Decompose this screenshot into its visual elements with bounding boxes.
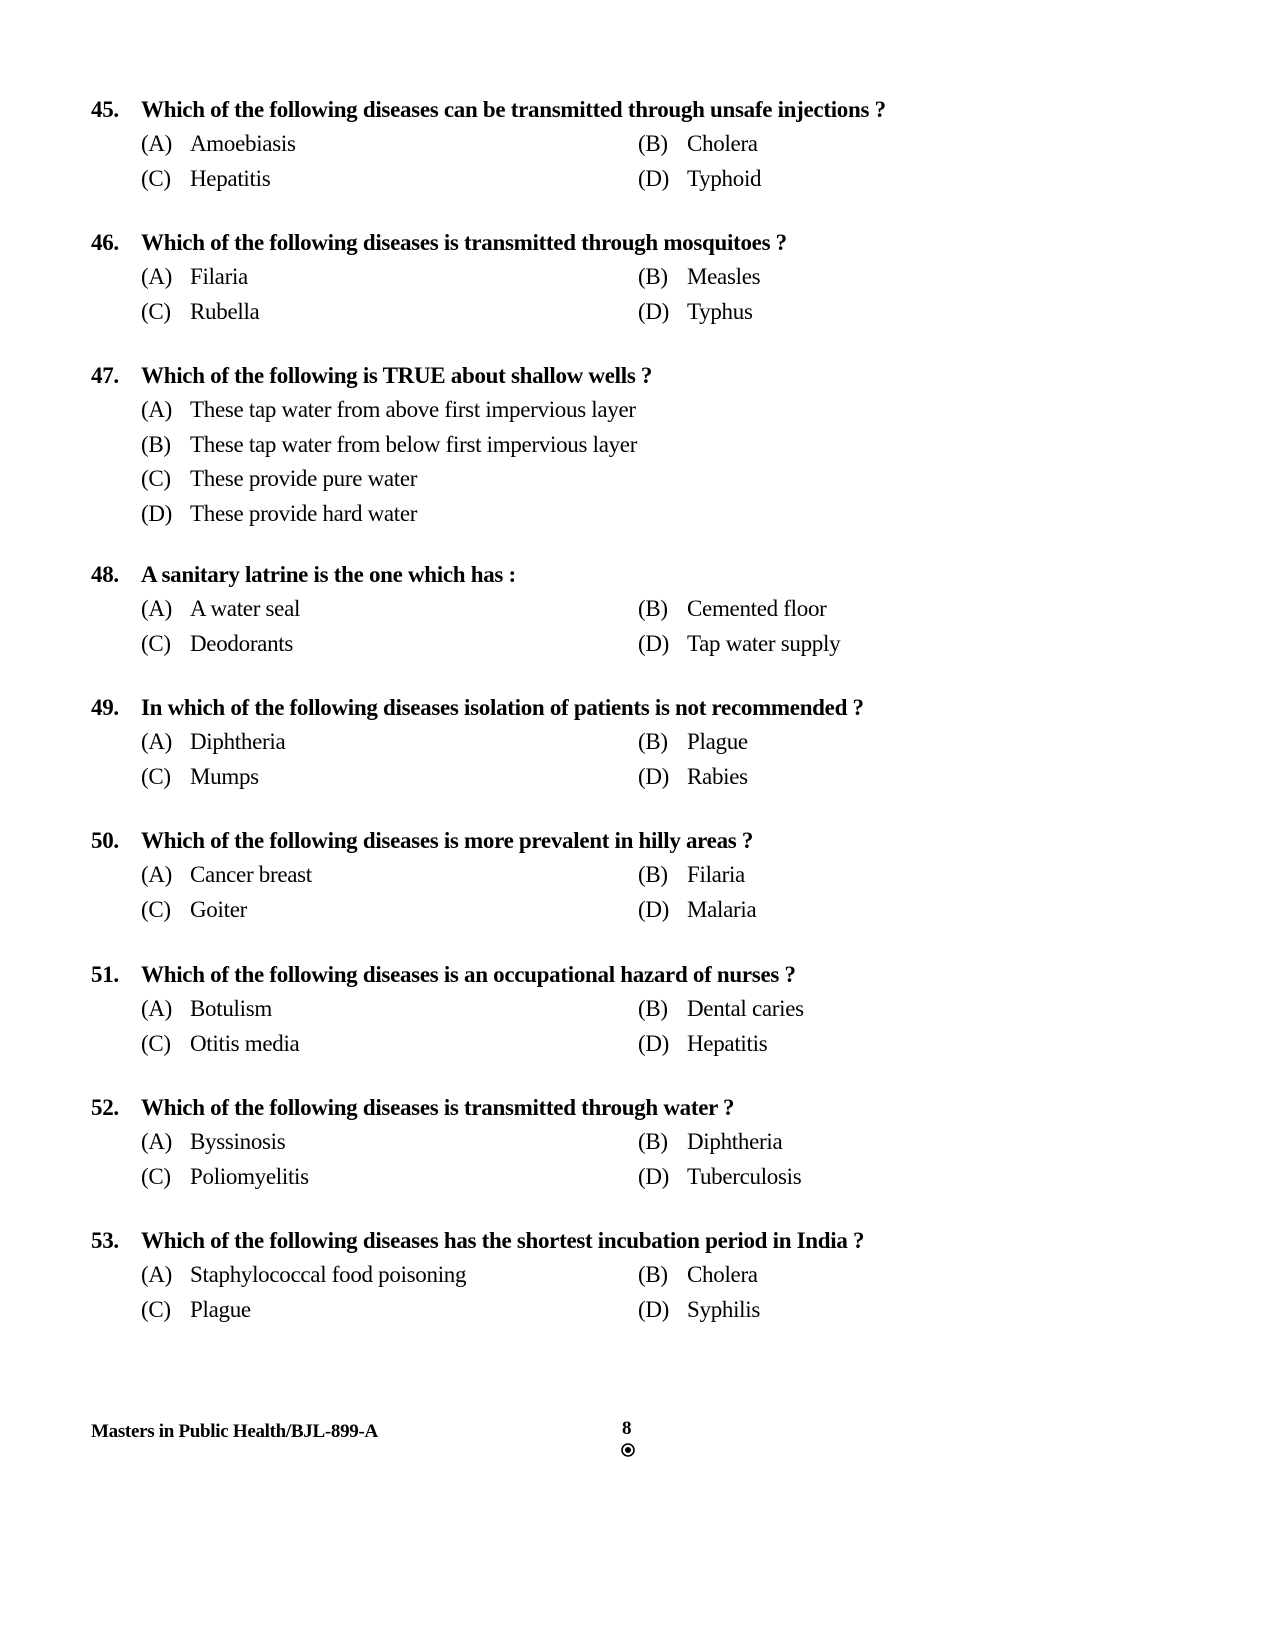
option-d	[638, 760, 1138, 795]
option-letter: (B)	[638, 996, 668, 1021]
option-letter: (B)	[638, 596, 668, 621]
option-letter: (B)	[638, 729, 668, 754]
question-52	[91, 1091, 1211, 1194]
option-text: Diphtheria	[687, 1129, 783, 1154]
question-text: Which of the following diseases is transmitted through water ?	[141, 1095, 735, 1120]
question-number: 46.	[91, 230, 119, 255]
question-50	[91, 824, 1211, 927]
question-text: In which of the following diseases isolation of patients is not recommended ?	[141, 695, 864, 720]
option-text: Goiter	[190, 896, 247, 922]
option-letter: (D)	[141, 500, 173, 526]
option-c	[141, 462, 1138, 497]
question-number: 50.	[91, 828, 119, 853]
option-letter: (C)	[141, 630, 171, 656]
option-c	[141, 1160, 638, 1195]
option-b	[141, 428, 1138, 463]
option-text: Plague	[687, 729, 748, 754]
option-text: Dental caries	[687, 996, 804, 1021]
question-stem	[91, 226, 1211, 260]
option-text: Hepatitis	[190, 165, 271, 191]
options	[141, 1258, 1211, 1327]
option-letter: (B)	[638, 862, 668, 887]
option-text: Mumps	[190, 763, 259, 789]
option-text: Filaria	[190, 264, 248, 289]
option-letter: (B)	[141, 431, 171, 457]
option-text: Botulism	[190, 996, 272, 1021]
option-b	[638, 1125, 1138, 1160]
options	[141, 725, 1211, 794]
question-45	[91, 93, 1211, 196]
option-letter: (C)	[141, 165, 171, 191]
option-c	[141, 627, 638, 662]
option-text: Staphylococcal food poisoning	[190, 1262, 467, 1287]
option-a	[141, 1258, 638, 1293]
question-text: Which of the following diseases is an occupational hazard of nurses ?	[141, 962, 796, 987]
option-text: Typhoid	[687, 165, 762, 191]
options	[141, 1125, 1211, 1194]
question-51	[91, 958, 1211, 1061]
option-b	[638, 1258, 1138, 1293]
option-letter: (B)	[638, 264, 668, 289]
option-letter: (D)	[638, 763, 670, 789]
option-text: Otitis media	[190, 1030, 300, 1056]
question-53	[91, 1224, 1211, 1327]
option-c	[141, 760, 638, 795]
option-text: These tap water from above first impervious layer	[190, 397, 636, 422]
options	[141, 127, 1211, 196]
options	[141, 592, 1211, 661]
option-text: Filaria	[687, 862, 745, 887]
question-stem	[91, 824, 1211, 858]
question-text: Which of the following diseases has the shortest incubation period in India ?	[141, 1228, 865, 1253]
option-c	[141, 1027, 638, 1062]
option-text: Deodorants	[190, 630, 294, 656]
option-text: Byssinosis	[190, 1129, 286, 1154]
option-a	[141, 858, 638, 893]
option-letter: (D)	[638, 1163, 670, 1189]
option-letter: (A)	[141, 996, 173, 1021]
option-a	[141, 260, 638, 295]
option-text: Cholera	[687, 1262, 758, 1287]
option-b	[638, 725, 1138, 760]
option-text: Typhus	[687, 298, 753, 324]
option-text: Hepatitis	[687, 1030, 768, 1056]
option-text: Syphilis	[687, 1296, 761, 1322]
option-letter: (D)	[638, 298, 670, 324]
option-letter: (D)	[638, 630, 670, 656]
option-letter: (A)	[141, 264, 173, 289]
options	[141, 858, 1211, 927]
option-b	[638, 858, 1138, 893]
option-b	[638, 592, 1138, 627]
option-d	[638, 627, 1138, 662]
registration-circle-icon	[621, 1443, 635, 1457]
question-49	[91, 691, 1211, 794]
option-d	[638, 1160, 1138, 1195]
option-a	[141, 992, 638, 1027]
option-b	[638, 260, 1138, 295]
option-d	[638, 893, 1138, 928]
question-stem	[91, 1091, 1211, 1125]
option-b	[638, 127, 1138, 162]
page-number: 8	[622, 1418, 632, 1439]
option-text: Rabies	[687, 763, 748, 789]
option-text: Measles	[687, 264, 761, 289]
option-b	[638, 992, 1138, 1027]
question-text: A sanitary latrine is the one which has :	[141, 562, 516, 587]
option-letter: (D)	[638, 1030, 670, 1056]
option-letter: (C)	[141, 1030, 171, 1056]
question-text: Which of the following diseases is more prevalent in hilly areas ?	[141, 828, 754, 853]
option-letter: (C)	[141, 763, 171, 789]
option-text: Tap water supply	[687, 630, 841, 656]
option-text: These tap water from below first impervious layer	[190, 431, 638, 457]
option-c	[141, 295, 638, 330]
option-letter: (A)	[141, 729, 173, 754]
question-stem	[91, 359, 1211, 393]
question-stem	[91, 558, 1211, 592]
option-text: Rubella	[190, 298, 260, 324]
option-text: Malaria	[687, 896, 757, 922]
question-stem	[91, 93, 1211, 127]
option-a	[141, 592, 638, 627]
option-d	[638, 1293, 1138, 1328]
option-a	[141, 725, 638, 760]
question-47	[91, 359, 1211, 531]
option-text: A water seal	[190, 596, 301, 621]
question-number: 47.	[91, 363, 119, 388]
option-a	[141, 393, 1138, 428]
option-a	[141, 127, 638, 162]
option-letter: (C)	[141, 298, 171, 324]
option-c	[141, 893, 638, 928]
question-text: Which of the following diseases is transmitted through mosquitoes ?	[141, 230, 787, 255]
options	[141, 393, 1211, 531]
options	[141, 992, 1211, 1061]
option-text: These provide hard water	[190, 500, 418, 526]
option-text: Cancer breast	[190, 862, 312, 887]
option-letter: (A)	[141, 131, 173, 156]
question-number: 45.	[91, 97, 119, 122]
option-c	[141, 1293, 638, 1328]
option-letter: (B)	[638, 131, 668, 156]
options	[141, 260, 1211, 329]
question-text: Which of the following diseases can be transmitted through unsafe injections ?	[141, 97, 886, 122]
question-stem	[91, 958, 1211, 992]
question-stem	[91, 691, 1211, 725]
footer-title: Masters in Public Health/BJL-899-A	[91, 1421, 378, 1442]
option-text: Cholera	[687, 131, 758, 156]
option-letter: (C)	[141, 1163, 171, 1189]
option-letter: (D)	[638, 896, 670, 922]
question-number: 51.	[91, 962, 119, 987]
question-text: Which of the following is TRUE about shallow wells ?	[141, 363, 653, 388]
option-text: Plague	[190, 1296, 251, 1322]
option-letter: (A)	[141, 862, 173, 887]
option-text: Diphtheria	[190, 729, 286, 754]
option-letter: (A)	[141, 397, 173, 422]
question-number: 49.	[91, 695, 119, 720]
option-d	[141, 497, 1138, 532]
option-c	[141, 162, 638, 197]
option-letter: (A)	[141, 1129, 173, 1154]
question-stem	[91, 1224, 1211, 1258]
option-letter: (A)	[141, 596, 173, 621]
question-48	[91, 558, 1211, 661]
question-number: 53.	[91, 1228, 119, 1253]
option-letter: (C)	[141, 896, 171, 922]
option-text: Cemented floor	[687, 596, 827, 621]
option-d	[638, 162, 1138, 197]
option-d	[638, 1027, 1138, 1062]
option-letter: (A)	[141, 1262, 173, 1287]
option-text: These provide pure water	[190, 466, 418, 491]
option-d	[638, 295, 1138, 330]
option-text: Amoebiasis	[190, 131, 296, 156]
question-46	[91, 226, 1211, 329]
option-letter: (D)	[638, 1296, 670, 1322]
option-letter: (B)	[638, 1129, 668, 1154]
question-number: 48.	[91, 562, 119, 587]
question-number: 52.	[91, 1095, 119, 1120]
option-letter: (C)	[141, 466, 171, 491]
option-letter: (B)	[638, 1262, 668, 1287]
option-text: Poliomyelitis	[190, 1163, 309, 1189]
option-letter: (D)	[638, 165, 670, 191]
option-letter: (C)	[141, 1296, 171, 1322]
option-a	[141, 1125, 638, 1160]
option-text: Tuberculosis	[687, 1163, 802, 1189]
